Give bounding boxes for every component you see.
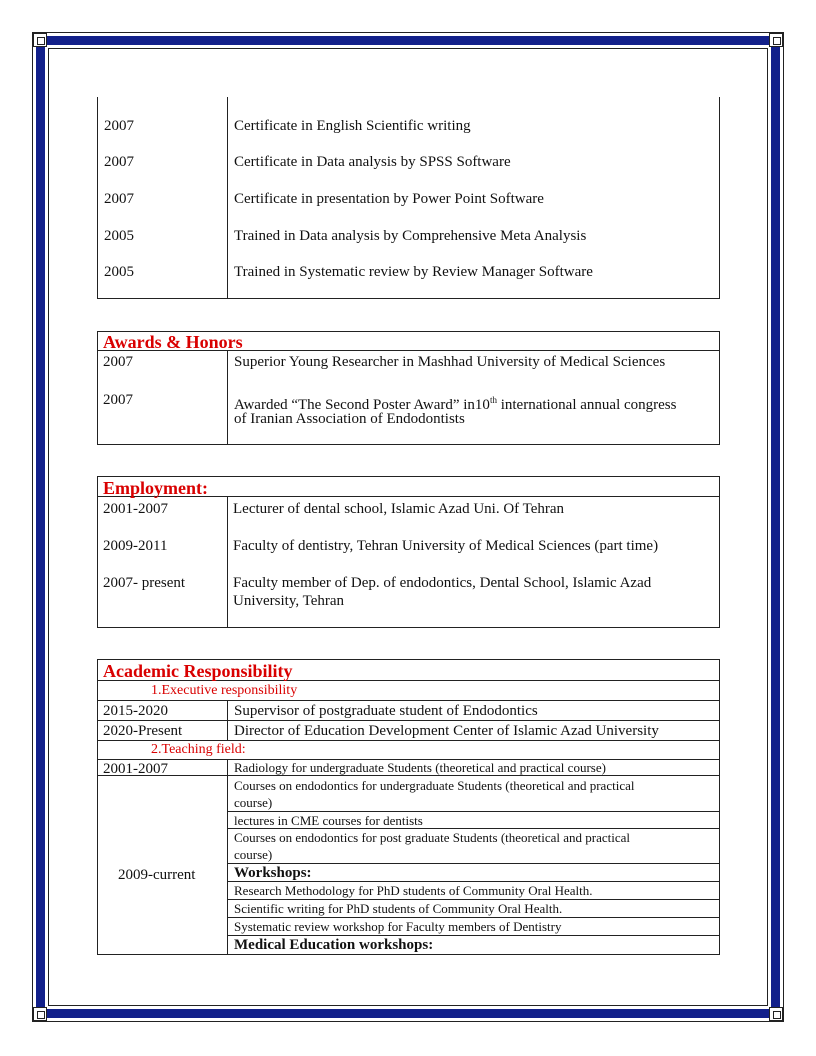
- academic-text: Director of Education Development Center of Islamic Azad University: [234, 723, 659, 739]
- corner-ornament: [33, 33, 47, 47]
- workshop-item: Research Methodology for PhD students of Community Oral Health.: [234, 883, 593, 898]
- workshop-item: Systematic review workshop for Faculty members of Dentistry: [234, 919, 562, 934]
- teaching-item-continued: course): [234, 795, 273, 810]
- academic-year: 2009-current: [118, 867, 196, 883]
- workshop-item: Scientific writing for PhD students of Community Oral Health.: [234, 901, 563, 916]
- medical-workshops-heading: Medical Education workshops:: [234, 937, 434, 953]
- cert-year: 2007: [104, 191, 134, 207]
- cert-year: 2007: [104, 118, 134, 134]
- award-year: 2007: [103, 392, 133, 408]
- section-heading: Awards & Honors: [103, 332, 243, 352]
- workshops-heading: Workshops:: [234, 865, 312, 881]
- subsection-label: 1.Executive responsibility: [151, 683, 298, 698]
- employment-text-continued: University, Tehran: [233, 593, 345, 609]
- employment-text: Faculty member of Dep. of endodontics, Dental School, Islamic Azad: [233, 575, 652, 591]
- teaching-item: Radiology for undergraduate Students (theoretical and practical course): [234, 760, 606, 775]
- cert-year: 2005: [104, 264, 134, 280]
- academic-text: Supervisor of postgraduate student of Endodontics: [234, 703, 538, 719]
- academic-year: 2020-Present: [103, 723, 183, 739]
- academic-year: 2015-2020: [103, 703, 168, 719]
- cert-text: Certificate in presentation by Power Point Software: [234, 191, 544, 207]
- award-text: Awarded “The Second Poster Award” in10th international annual congress: [234, 395, 677, 413]
- corner-ornament: [769, 1007, 783, 1021]
- cert-year: 2005: [104, 228, 134, 244]
- section-heading: Academic Responsibility: [103, 661, 293, 681]
- award-text-continued: of Iranian Association of Endodontists: [234, 411, 465, 427]
- employment-year: 2009-2011: [103, 538, 168, 554]
- teaching-item-continued: course): [234, 847, 273, 862]
- cert-text: Trained in Data analysis by Comprehensive Meta Analysis: [234, 228, 587, 244]
- teaching-item: lectures in CME courses for dentists: [234, 813, 423, 828]
- section-heading: Employment:: [103, 478, 208, 498]
- employment-year: 2001-2007: [103, 501, 168, 517]
- teaching-item: Courses on endodontics for undergraduate Students (theoretical and practical: [234, 778, 635, 793]
- employment-text: Faculty of dentistry, Tehran University of Medical Sciences (part time): [233, 538, 659, 554]
- employment-year: 2007- present: [103, 575, 186, 591]
- award-text: Superior Young Researcher in Mashhad University of Medical Sciences: [234, 354, 666, 370]
- academic-year: 2001-2007: [103, 761, 168, 777]
- employment-text: Lecturer of dental school, Islamic Azad Uni. Of Tehran: [233, 501, 565, 517]
- teaching-item: Courses on endodontics for post graduate Students (theoretical and practical: [234, 830, 631, 845]
- cert-year: 2007: [104, 154, 134, 170]
- award-year: 2007: [103, 354, 133, 370]
- cert-text: Certificate in Data analysis by SPSS Software: [234, 154, 511, 170]
- subsection-label: 2.Teaching field:: [151, 742, 246, 757]
- cert-text: Certificate in English Scientific writing: [234, 118, 471, 134]
- cert-text: Trained in Systematic review by Review Manager Software: [234, 264, 593, 280]
- corner-ornament: [769, 33, 783, 47]
- corner-ornament: [33, 1007, 47, 1021]
